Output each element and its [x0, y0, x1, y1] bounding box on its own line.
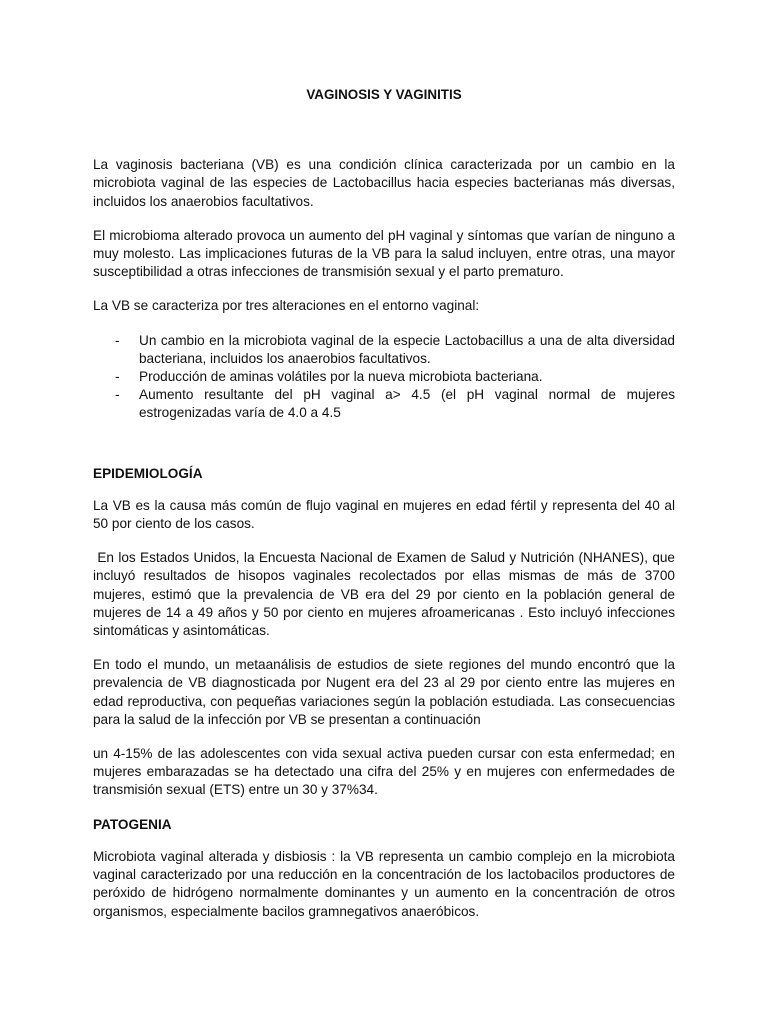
- document-title: VAGINOSIS Y VAGINITIS: [306, 87, 462, 102]
- list-item: [93, 332, 675, 368]
- epidemiology-paragraph-1: La VB es la causa más común de flujo vaginal en mujeres en edad fértil y representa del 40 al 50 por ciento de los casos.: [93, 497, 675, 532]
- alterations-list: [93, 332, 675, 423]
- list-item: [93, 386, 675, 422]
- intro-paragraph-2: El microbioma alterado provoca un aumento del pH vaginal y síntomas que varían de ninguno a muy molesto. Las implicaciones futuras de la VB para la salud incluyen, entre otras, una mayor susceptibilidad a otras infecciones de transmisión sexual y el parto prematuro.: [93, 227, 675, 280]
- list-dash: -: [115, 332, 120, 348]
- intro-paragraph-1: La vaginosis bacteriana (VB) es una condición clínica caracterizada por un cambio en la microbiota vaginal de las especies de Lactobacillus hacia especies bacterianas más diversas, incluidos los anaerobios facultativos.: [93, 157, 675, 209]
- spacer: [93, 423, 675, 465]
- list-dash: -: [115, 387, 120, 403]
- epidemiology-paragraph-3: En todo el mundo, un metaanálisis de estudios de siete regiones del mundo encontró que la prevalencia de VB diagnosticada por Nugent era del 23 al 29 por ciento entre las mujeres en edad reproductiva, con pequeñas variaciones según la población estudiada. Las consecuencias para la salud de la infección por VB se presentan a continuación: [93, 657, 675, 727]
- list-item: [93, 368, 675, 386]
- pathogenesis-heading: PATOGENIA: [93, 816, 172, 832]
- list-item-text: Un cambio en la microbiota vaginal de la especie Lactobacillus a una de alta diversidad bacteriana, incluidos los anaerobios facultativos.: [139, 332, 675, 366]
- list-item-text: Aumento resultante del pH vaginal a> 4.5 (el pH vaginal normal de mujeres estrogenizadas varía de 4.0 a 4.5: [139, 387, 675, 421]
- list-dash: -: [115, 369, 120, 385]
- pathogenesis-paragraph-1: Microbiota vaginal alterada y disbiosis : la VB representa un cambio complejo en la microbiota vaginal caracterizado por una reducción en la concentración de los lactobacilos productores de peróxido de hidrógeno normalmente dominantes y un aumento en la concentración de otros organismos, especialmente bacilos gramnegativos anaeróbicos.: [93, 848, 675, 919]
- epidemiology-paragraph-4: un 4-15% de las adolescentes con vida sexual activa pueden cursar con esta enfermedad; en mujeres embarazadas se ha detectado una cifra del 25% y en mujeres con enfermedades de transmisión sexual (ETS) entre un 30 y 37%34.: [93, 746, 675, 798]
- epidemiology-heading: EPIDEMIOLOGÍA: [93, 465, 203, 481]
- intro-paragraph-3: La VB se caracteriza por tres alteraciones en el entorno vaginal:: [93, 298, 480, 314]
- epidemiology-paragraph-2: En los Estados Unidos, la Encuesta Nacional de Examen de Salud y Nutrición (NHANES), que incluyó resultados de hisopos vaginales recolectados por ellas mismas de más de 3700 mujeres, estimó que la prevalencia de VB era del 29 por ciento en la población general de mujeres de 14 a 49 años y 50 por ciento en mujeres afroamericanas . Esto incluyó infecciones sintomáticas y asintomáticas.: [93, 550, 679, 639]
- list-item-text: Producción de aminas volátiles por la nueva microbiota bacteriana.: [139, 369, 543, 385]
- document-body: [93, 86, 679, 937]
